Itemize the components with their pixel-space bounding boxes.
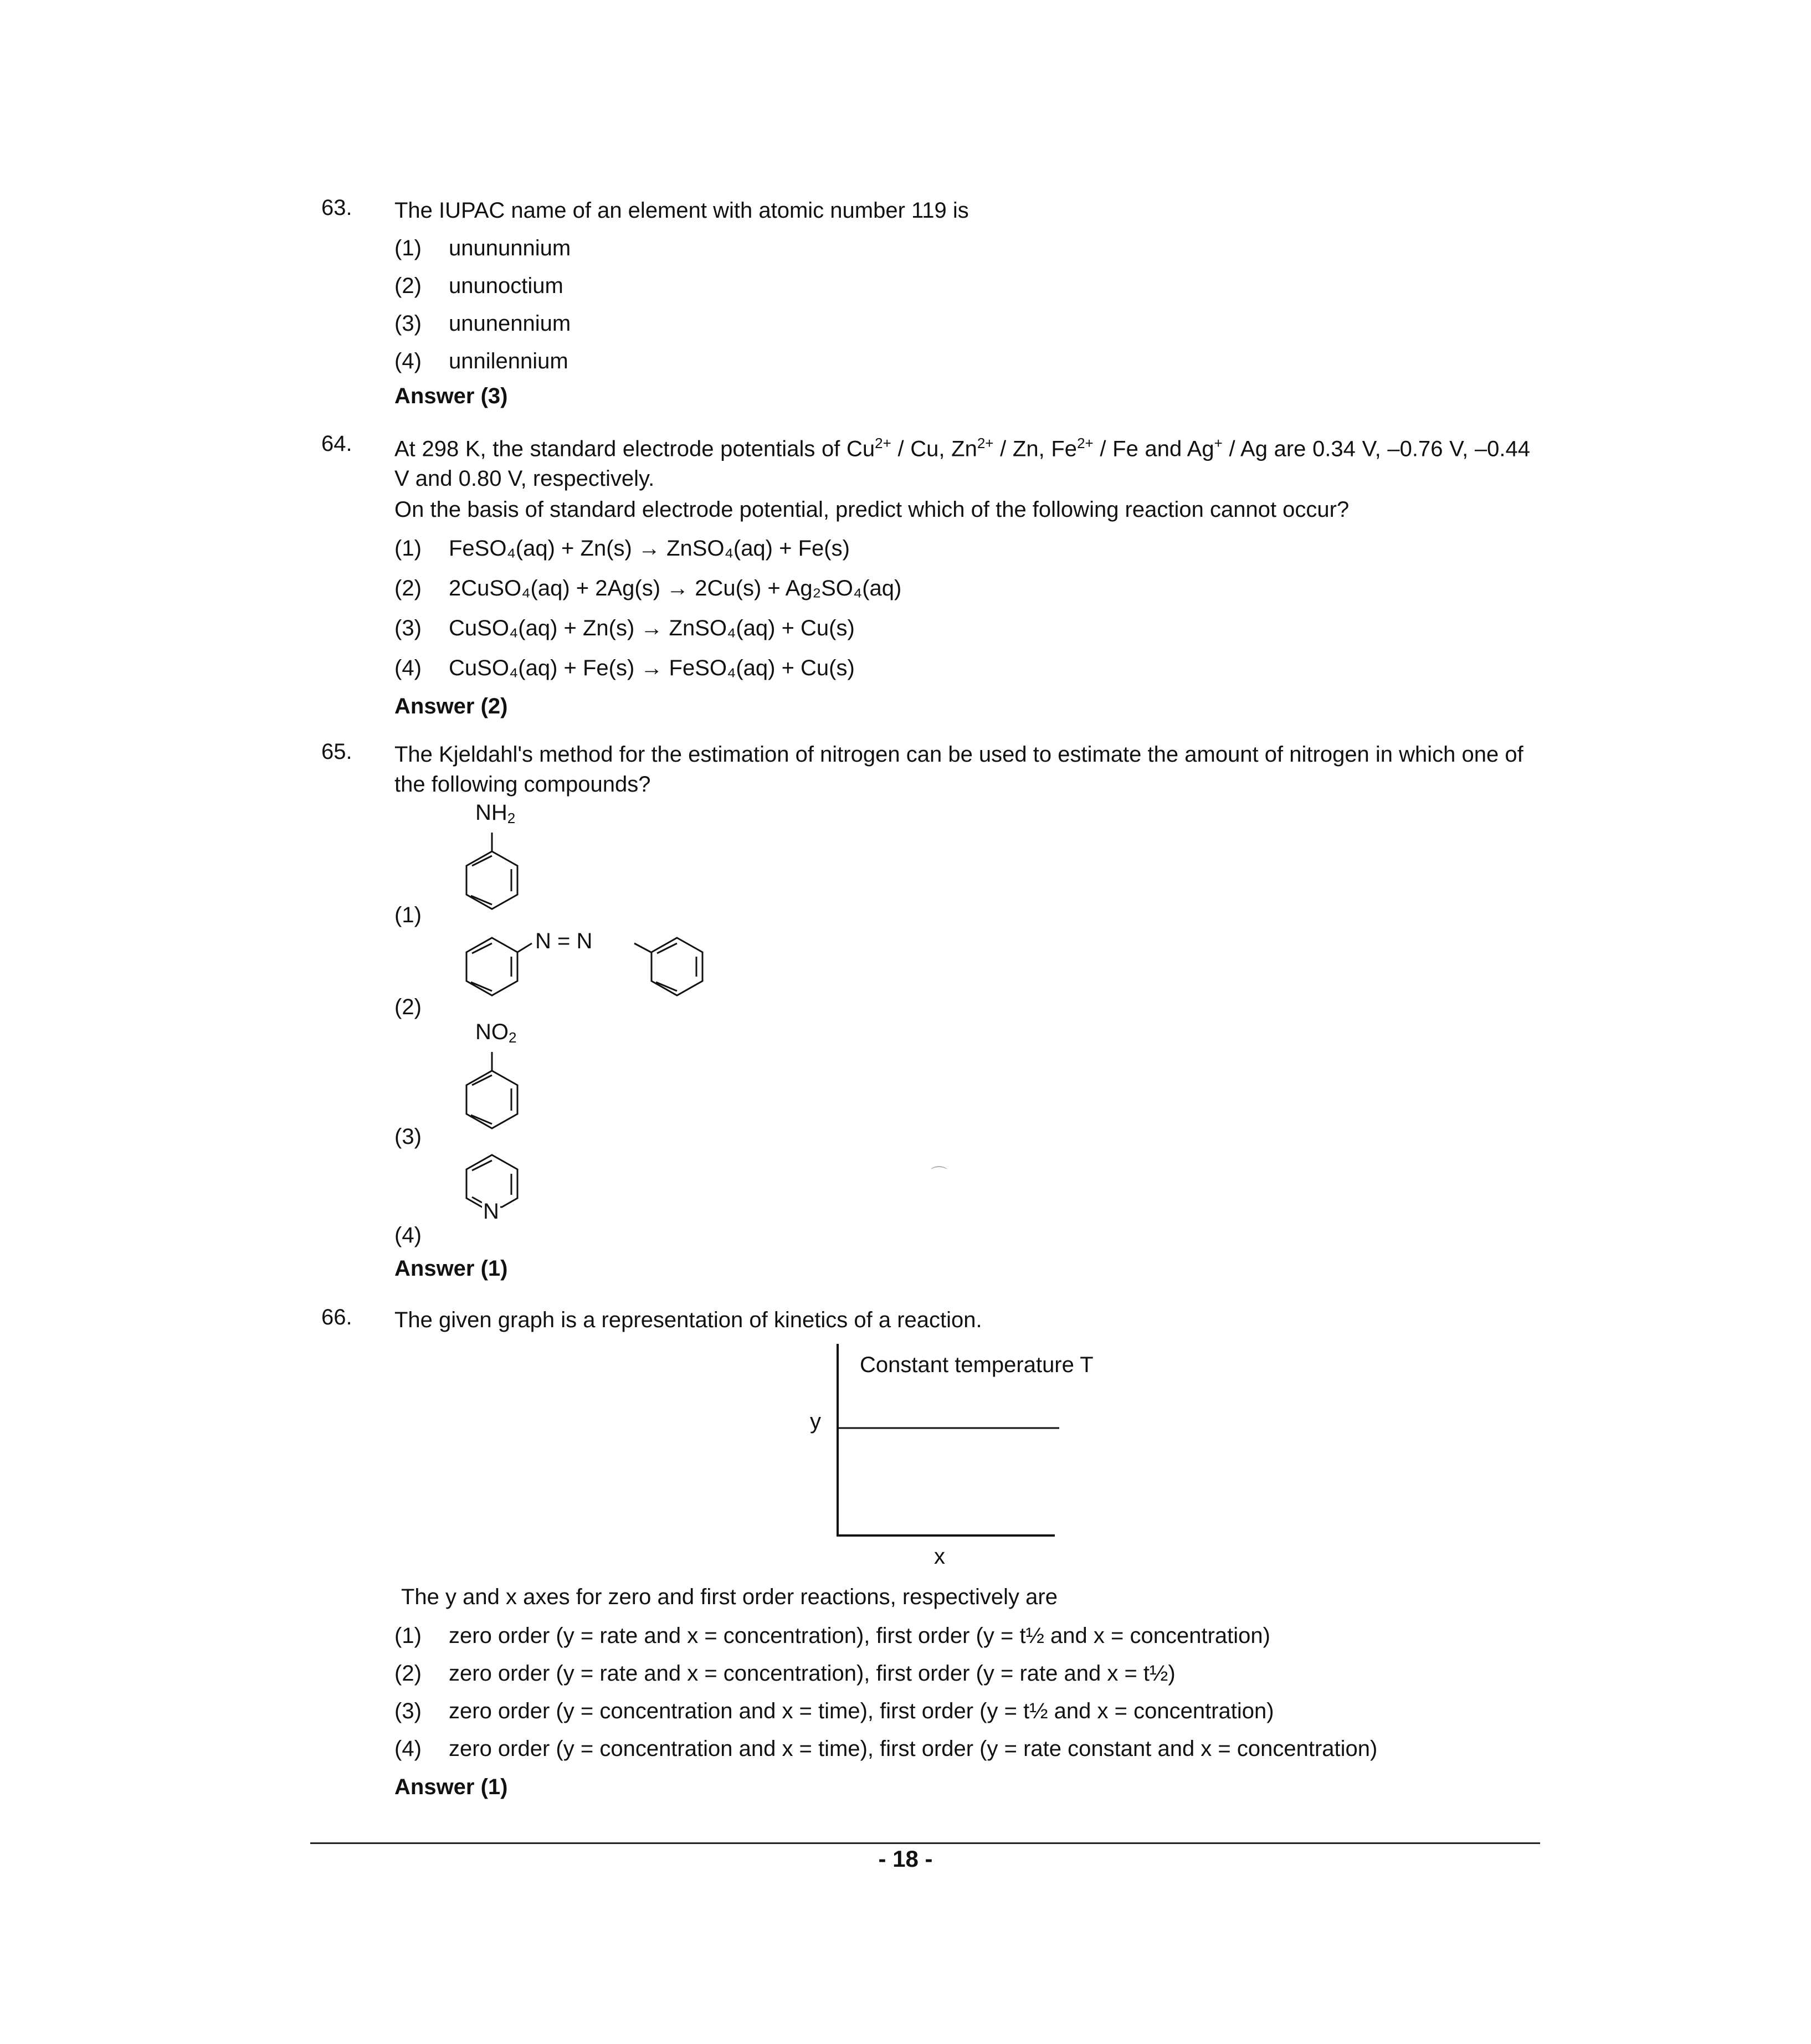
scan-smudge-icon: ⌒ (931, 1166, 947, 1184)
option-4 (394, 1734, 1377, 1764)
y-axis-label: y (810, 1409, 821, 1434)
option-text: CuSO₄(aq) + Zn(s) → ZnSO₄(aq) + Cu(s) (449, 616, 855, 640)
option-text: zero order (y = concentration and x = time), first order (y = t½ and x = concentration) (449, 1699, 1274, 1723)
option-text: FeSO₄(aq) + Zn(s) → ZnSO₄(aq) + Fe(s) (449, 536, 850, 561)
question-text: The IUPAC name of an element with atomic number 119 is (394, 198, 969, 223)
kinetics-graph-axes (799, 1344, 1131, 1571)
option-number: (3) (394, 311, 422, 336)
option-text: 2CuSO₄(aq) + 2Ag(s) → 2Cu(s) + Ag₂SO₄(aq) (449, 576, 902, 600)
option-number: (3) (394, 1699, 422, 1723)
group-text: NO (475, 1020, 509, 1044)
footer-divider (310, 1842, 1540, 1844)
intro-part: / Cu, Zn (891, 436, 977, 461)
option-3 (394, 309, 571, 338)
question-66 (322, 1305, 1530, 1815)
question-prompt: On the basis of standard electrode potential, predict which of the following reaction cannot occur? (394, 497, 1350, 522)
option-number: (4) (394, 1737, 422, 1761)
question-65 (322, 739, 1530, 1305)
question-text: The given graph is a representation of kinetics of a reaction. (394, 1308, 982, 1332)
question-text (394, 428, 1530, 494)
charge: 2+ (875, 435, 891, 451)
nitrobenzene-structure (449, 1020, 582, 1164)
option-number: (2) (394, 576, 422, 600)
question-prompt: The y and x axes for zero and first order reactions, respectively are (401, 1585, 1058, 1609)
option-2 (394, 573, 901, 603)
answer-label: Answer (2) (394, 694, 508, 718)
option-3 (394, 1696, 1274, 1726)
option-4 (394, 653, 855, 683)
graph-title: Constant temperature T (860, 1353, 1094, 1377)
option-text: zero order (y = concentration and x = time), first order (y = rate constant and x = concentration) (449, 1737, 1378, 1761)
option-number: (3) (394, 616, 422, 640)
option-3-label: (3) (394, 1124, 422, 1149)
question-number: 65. (321, 739, 352, 764)
x-axis-label: x (934, 1544, 945, 1569)
charge: + (1214, 435, 1223, 451)
benzene-ring-icon (449, 1020, 582, 1164)
charge: 2+ (977, 435, 994, 451)
option-1-label: (1) (394, 903, 422, 927)
page-number: - 18 - (878, 1846, 933, 1872)
answer-label: Answer (3) (394, 384, 508, 408)
option-number: (1) (394, 1624, 422, 1648)
intro-part: / Fe and Ag (1093, 436, 1214, 461)
question-64 (322, 428, 1530, 727)
question-number: 64. (321, 432, 352, 456)
option-text: unununnium (449, 236, 571, 260)
intro-part: / Zn, Fe (993, 436, 1078, 461)
option-3 (394, 613, 855, 643)
option-2-label: (2) (394, 995, 422, 1019)
option-text: ununoctium (449, 274, 563, 298)
option-text: zero order (y = rate and x = concentration), first order (y = t½ and x = concentration) (449, 1624, 1270, 1648)
azobenzene-structure (449, 921, 726, 1032)
charge: 2+ (1077, 435, 1094, 451)
option-text: unnilennium (449, 349, 568, 373)
option-2 (394, 1658, 1176, 1688)
question-number: 66. (321, 1305, 352, 1329)
pyridine-structure (449, 1151, 582, 1261)
group-subscript: 2 (507, 810, 516, 826)
option-1 (394, 233, 571, 263)
option-number: (1) (394, 236, 422, 260)
nitrogen-atom-label: N (483, 1199, 499, 1224)
answer-label: Answer (1) (394, 1775, 508, 1799)
option-1 (394, 1621, 1270, 1651)
option-1 (394, 533, 850, 563)
kinetics-graph (799, 1344, 1131, 1571)
option-4-label: (4) (394, 1223, 422, 1247)
question-number: 63. (321, 196, 352, 220)
option-number: (2) (394, 274, 422, 298)
option-number: (2) (394, 1661, 422, 1686)
option-text: zero order (y = rate and x = concentration), first order (y = rate and x = t½) (449, 1661, 1176, 1686)
answer-label: Answer (1) (394, 1256, 508, 1281)
option-number: (1) (394, 536, 422, 561)
pyridine-ring-icon (449, 1151, 582, 1261)
intro-part: At 298 K, the standard electrode potentials of Cu (394, 436, 875, 461)
group-subscript: 2 (509, 1029, 517, 1046)
azo-linkage-label: N = N (535, 929, 593, 953)
option-2 (394, 271, 563, 301)
option-number: (4) (394, 349, 422, 373)
question-63 (322, 196, 1530, 417)
question-text: The Kjeldahl's method for the estimation of nitrogen can be used to estimate the amount of nitrogen in which one of the following compounds? (394, 742, 1523, 797)
group-text: NH (475, 800, 507, 825)
option-number: (4) (394, 656, 422, 680)
option-text: ununennium (449, 311, 571, 336)
option-4 (394, 346, 568, 376)
intro-part: / Ag are 0.34 V, –0.76 V, –0.44 V and 0.80 V, respectively. (394, 436, 1531, 491)
option-text: CuSO₄(aq) + Fe(s) → FeSO₄(aq) + Cu(s) (449, 656, 855, 680)
